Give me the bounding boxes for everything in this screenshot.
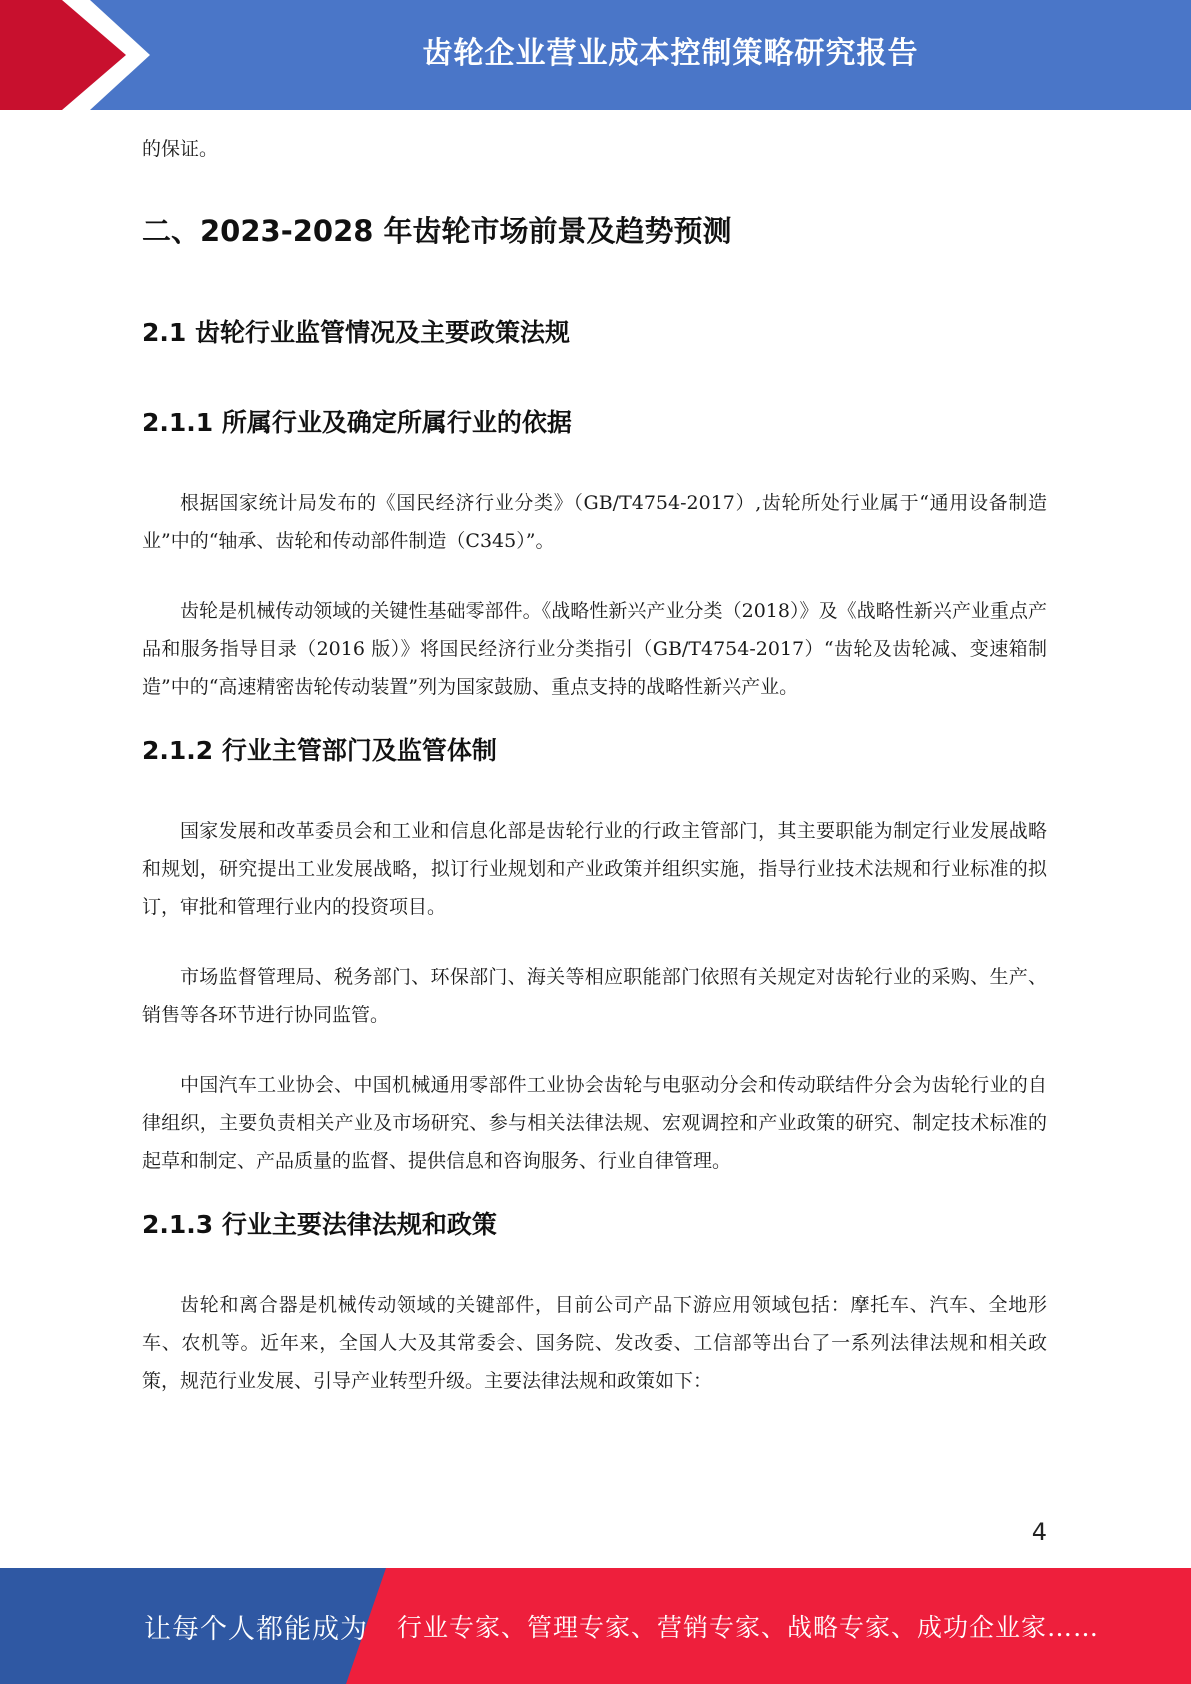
section-2-1-heading: 2.1 齿轮行业监管情况及主要政策法规 (142, 318, 570, 347)
report-title: 齿轮企业营业成本控制策略研究报告 (422, 36, 919, 71)
document-body (142, 130, 1047, 1400)
paragraph-strategic-industry: 齿轮是机械传动领域的关键性基础零部件。《战略性新兴产业分类（2018）》及《战略性新兴产业重点产品和服务指导目录（2016 版）》将国民经济行业分类指引（GB/T4754-2017）“齿轮及齿轮减、变速箱制造”中的“高速精密齿轮传动装置”列为国家鼓励、重点支持的战略性新兴产业。 (142, 600, 1047, 698)
footer-slogan-right: 行业专家、管理专家、营销专家、战略专家、成功企业家…… (397, 1613, 1100, 1642)
footer-slogan-left: 让每个人都能成为 (144, 1613, 368, 1645)
section-2-1-1-heading: 2.1.1 所属行业及确定所属行业的依据 (142, 408, 572, 437)
section-2-1-2-heading: 2.1.2 行业主管部门及监管体制 (142, 736, 497, 765)
paragraph-supervision: 市场监督管理局、税务部门、环保部门、海关等相应职能部门依照有关规定对齿轮行业的采购、生产、销售等各环节进行协同监管。 (142, 966, 1047, 1026)
paragraph-authorities: 国家发展和改革委员会和工业和信息化部是齿轮行业的行政主管部门，其主要职能为制定行业发展战略和规划，研究提出工业发展战略，拟订行业规划和产业政策并组织实施，指导行业技术法规和行业标准的拟订，审批和管理行业内的投资项目。 (142, 820, 1047, 918)
section-2-heading: 二、2023-2028 年齿轮市场前景及趋势预测 (142, 214, 732, 248)
section-2-1-3-heading: 2.1.3 行业主要法律法规和政策 (142, 1210, 497, 1239)
paragraph-industry-classification: 根据国家统计局发布的《国民经济行业分类》（GB/T4754-2017）,齿轮所处行业属于“通用设备制造业”中的“轴承、齿轮和传动部件制造（C345）”。 (142, 492, 1047, 552)
paragraph-laws-policies: 齿轮和离合器是机械传动领域的关键部件，目前公司产品下游应用领域包括：摩托车、汽车、全地形车、农机等。近年来，全国人大及其常委会、国务院、发改委、工信部等出台了一系列法律法规和相关政策，规范行业发展、引导产业转型升级。主要法律法规和政策如下： (142, 1294, 1047, 1392)
paragraph-associations: 中国汽车工业协会、中国机械通用零部件工业协会齿轮与电驱动分会和传动联结件分会为齿轮行业的自律组织，主要负责相关产业及市场研究、参与相关法律法规、宏观调控和产业政策的研究、制定技术标准的起草和制定、产品质量的监督、提供信息和咨询服务、行业自律管理。 (142, 1074, 1047, 1172)
page-header (0, 0, 1191, 110)
page-footer (0, 1568, 1191, 1684)
page-number: 4 (1031, 1518, 1047, 1546)
lead-fragment: 的保证。 (142, 138, 219, 160)
